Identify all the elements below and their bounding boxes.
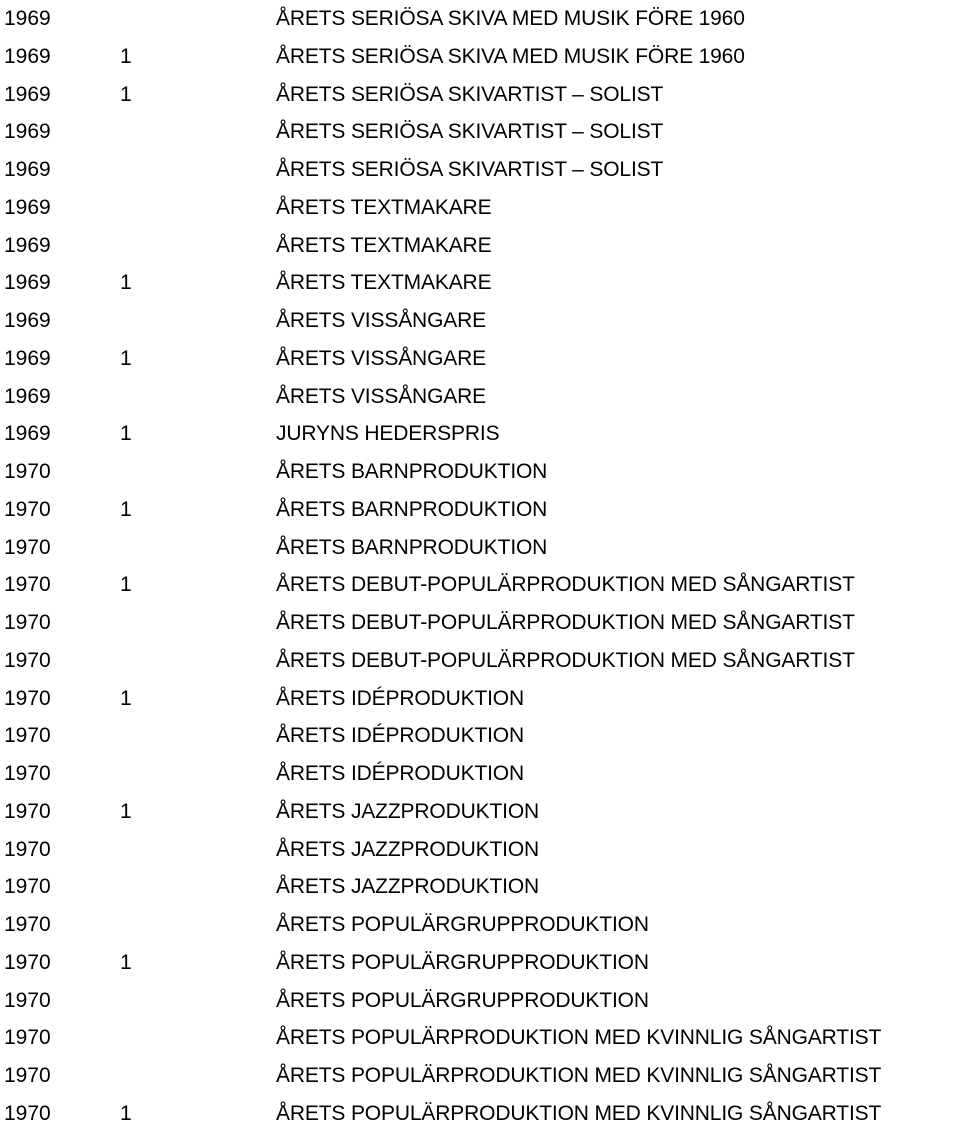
category-cell: ÅRETS POPULÄRPRODUKTION MED KVINNLIG SÅNGARTIST (276, 1101, 882, 1125)
rank-cell: 1 (120, 573, 132, 597)
rank-cell: 1 (120, 271, 132, 295)
category-cell: ÅRETS VISSÅNGARE (276, 309, 486, 332)
category-cell: ÅRETS SERIÖSA SKIVA MED MUSIK FÖRE 1960 (276, 7, 745, 30)
rank-cell: 1 (120, 1101, 132, 1125)
year-cell: 1970 (4, 875, 51, 899)
year-cell: 1969 (4, 271, 51, 295)
category-cell: ÅRETS TEXTMAKARE (276, 233, 492, 257)
category-cell: ÅRETS DEBUT-POPULÄRPRODUKTION MED SÅNGARTIST (276, 573, 855, 597)
table-row (4, 1095, 960, 1133)
year-cell: 1969 (4, 309, 51, 332)
table-row (4, 76, 960, 114)
table-row (4, 831, 960, 869)
category-cell: ÅRETS POPULÄRGRUPPRODUKTION (276, 988, 649, 1012)
category-cell: JURYNS HEDERSPRIS (276, 422, 500, 446)
table-row (4, 529, 960, 567)
table-row (4, 491, 960, 529)
year-cell: 1970 (4, 913, 51, 936)
rank-cell: 1 (120, 799, 132, 823)
category-cell: ÅRETS JAZZPRODUKTION (276, 799, 540, 823)
table-row (4, 604, 960, 642)
category-cell: ÅRETS TEXTMAKARE (276, 195, 492, 219)
table-row (4, 0, 960, 38)
year-cell: 1969 (4, 7, 51, 30)
category-cell: ÅRETS POPULÄRGRUPPRODUKTION (276, 950, 649, 974)
awards-table (4, 0, 960, 1133)
table-row (4, 415, 960, 453)
rank-cell: 1 (120, 686, 132, 710)
year-cell: 1970 (4, 1026, 51, 1050)
table-row (4, 566, 960, 604)
category-cell: ÅRETS JAZZPRODUKTION (276, 837, 540, 861)
table-row (4, 302, 960, 340)
year-cell: 1970 (4, 1064, 51, 1087)
category-cell: ÅRETS VISSÅNGARE (276, 384, 486, 408)
table-row (4, 755, 960, 793)
category-cell: ÅRETS DEBUT-POPULÄRPRODUKTION MED SÅNGARTIST (276, 611, 855, 634)
rank-cell: 1 (120, 44, 132, 68)
table-row (4, 680, 960, 718)
category-cell: ÅRETS IDÉPRODUKTION (276, 686, 525, 710)
category-cell: ÅRETS DEBUT-POPULÄRPRODUKTION MED SÅNGARTIST (276, 648, 855, 672)
category-cell: ÅRETS POPULÄRPRODUKTION MED KVINNLIG SÅNGARTIST (276, 1064, 882, 1087)
year-cell: 1969 (4, 346, 51, 370)
table-row (4, 453, 960, 491)
category-cell: ÅRETS VISSÅNGARE (276, 346, 486, 370)
category-cell: ÅRETS SERIÖSA SKIVARTIST – SOLIST (276, 158, 664, 181)
table-row (4, 264, 960, 302)
table-row (4, 982, 960, 1020)
year-cell: 1970 (4, 611, 51, 634)
year-cell: 1969 (4, 82, 51, 106)
table-row (4, 944, 960, 982)
table-row (4, 340, 960, 378)
category-cell: ÅRETS IDÉPRODUKTION (276, 724, 525, 748)
category-cell: ÅRETS POPULÄRGRUPPRODUKTION (276, 913, 649, 936)
category-cell: ÅRETS BARNPRODUKTION (276, 460, 548, 483)
year-cell: 1970 (4, 950, 51, 974)
year-cell: 1970 (4, 837, 51, 861)
table-row (4, 642, 960, 680)
rank-cell: 1 (120, 950, 132, 974)
rank-cell: 1 (120, 497, 132, 521)
year-cell: 1970 (4, 686, 51, 710)
category-cell: ÅRETS SERIÖSA SKIVA MED MUSIK FÖRE 1960 (276, 44, 745, 68)
year-cell: 1970 (4, 535, 51, 559)
year-cell: 1970 (4, 573, 51, 597)
table-row (4, 1057, 960, 1095)
year-cell: 1970 (4, 497, 51, 521)
category-cell: ÅRETS POPULÄRPRODUKTION MED KVINNLIG SÅNGARTIST (276, 1026, 882, 1050)
category-cell: ÅRETS TEXTMAKARE (276, 271, 492, 295)
year-cell: 1969 (4, 384, 51, 408)
rank-cell: 1 (120, 422, 132, 446)
year-cell: 1970 (4, 460, 51, 483)
category-cell: ÅRETS IDÉPRODUKTION (276, 762, 525, 785)
year-cell: 1969 (4, 422, 51, 446)
table-row (4, 151, 960, 189)
category-cell: ÅRETS BARNPRODUKTION (276, 497, 548, 521)
table-row (4, 38, 960, 76)
table-row (4, 189, 960, 227)
category-cell: ÅRETS SERIÖSA SKIVARTIST – SOLIST (276, 120, 664, 144)
year-cell: 1970 (4, 648, 51, 672)
year-cell: 1969 (4, 233, 51, 257)
table-row (4, 227, 960, 265)
table-row (4, 906, 960, 944)
table-row (4, 1019, 960, 1057)
table-row (4, 717, 960, 755)
year-cell: 1969 (4, 44, 51, 68)
year-cell: 1970 (4, 762, 51, 785)
year-cell: 1970 (4, 1101, 51, 1125)
table-row (4, 793, 960, 831)
rank-cell: 1 (120, 346, 132, 370)
year-cell: 1970 (4, 988, 51, 1012)
year-cell: 1969 (4, 158, 51, 181)
category-cell: ÅRETS JAZZPRODUKTION (276, 875, 540, 899)
table-row (4, 868, 960, 906)
table-row (4, 378, 960, 416)
table-row (4, 113, 960, 151)
category-cell: ÅRETS SERIÖSA SKIVARTIST – SOLIST (276, 82, 664, 106)
year-cell: 1969 (4, 195, 51, 219)
rank-cell: 1 (120, 82, 132, 106)
category-cell: ÅRETS BARNPRODUKTION (276, 535, 548, 559)
year-cell: 1970 (4, 799, 51, 823)
year-cell: 1970 (4, 724, 51, 748)
year-cell: 1969 (4, 120, 51, 144)
